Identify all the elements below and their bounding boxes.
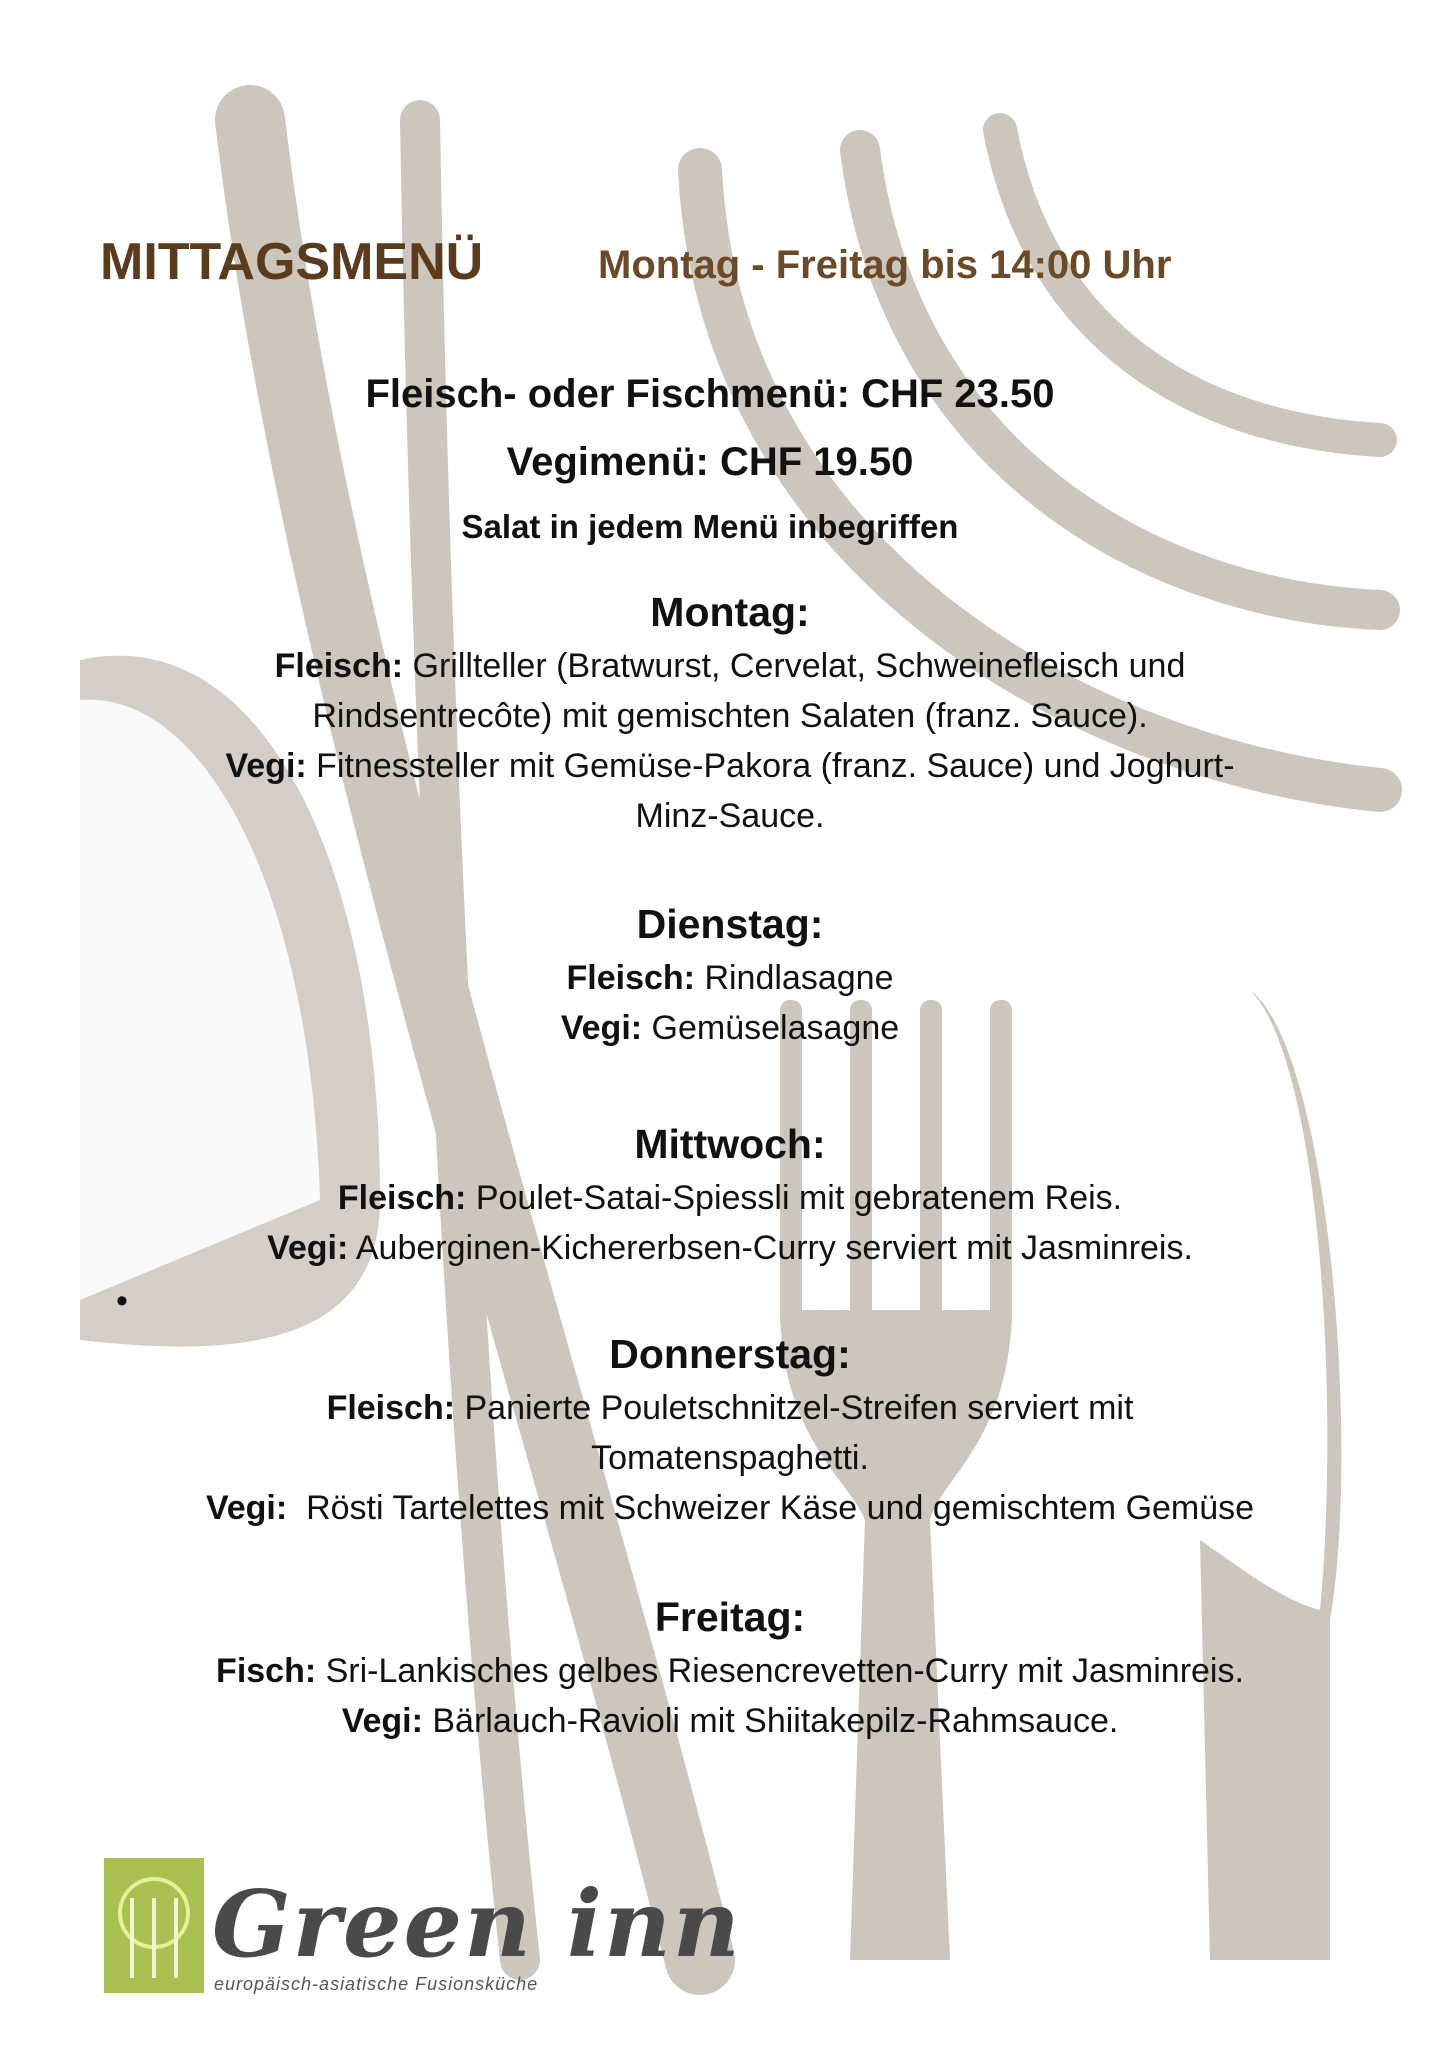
option-label: Vegi: xyxy=(205,1489,288,1527)
day-title: Montag: xyxy=(650,589,810,635)
fish-option xyxy=(60,1646,1400,1696)
option-text: Rösti Tartelettes mit Schweizer Käse und gemischtem Gemüse xyxy=(287,1489,1255,1527)
day-friday xyxy=(60,1588,1400,1746)
veg-option xyxy=(60,1696,1400,1746)
logo-cutlery-icon xyxy=(104,1858,204,1993)
option-label: Fleisch: xyxy=(337,1179,467,1217)
menu-title: MITTAGSMENÜ xyxy=(100,233,484,291)
option-text: Poulet-Satai-Spiessli mit gebratenem Reis. xyxy=(466,1179,1123,1217)
day-wednesday xyxy=(60,1115,1400,1273)
meat-option xyxy=(60,641,1400,741)
option-text: Gemüselasagne xyxy=(642,1009,900,1047)
day-title: Freitag: xyxy=(654,1594,806,1640)
meat-option xyxy=(60,953,1400,1003)
day-title: Mittwoch: xyxy=(634,1121,826,1167)
option-text: Bärlauch-Ravioli mit Shiitakepilz-Rahmsauce. xyxy=(422,1702,1119,1740)
option-text: Auberginen-Kichererbsen-Curry serviert mit Jasminreis. xyxy=(348,1229,1193,1267)
option-label: Vegi: xyxy=(560,1009,643,1047)
bullet-mark: • xyxy=(116,1282,128,1320)
option-text: Fitnessteller mit Gemüse-Pakora (franz. Sauce) und Joghurt-Minz-Sauce. xyxy=(306,747,1235,835)
logo-name: Green inn xyxy=(212,1870,742,1978)
option-text: Rindlasagne xyxy=(695,959,894,997)
option-label: Vegi: xyxy=(341,1702,423,1740)
price-veg: Vegimenü: CHF 19.50 xyxy=(506,440,914,484)
option-label: Fleisch: xyxy=(274,647,404,685)
option-text: Sri-Lankisches gelbes Riesencrevetten-Curry mit Jasminreis. xyxy=(316,1652,1244,1690)
veg-option xyxy=(60,1003,1400,1053)
day-tuesday xyxy=(60,895,1400,1053)
price-meat-fish: Fleisch- oder Fischmenü: CHF 23.50 xyxy=(365,372,1055,416)
day-title: Donnerstag: xyxy=(609,1331,851,1377)
veg-option xyxy=(60,741,1400,841)
option-label: Fleisch: xyxy=(326,1389,456,1427)
day-monday xyxy=(60,583,1400,841)
service-hours: Montag - Freitag bis 14:00 Uhr xyxy=(598,243,1172,287)
day-title: Dienstag: xyxy=(636,901,824,947)
meat-option xyxy=(60,1383,1400,1483)
day-thursday xyxy=(60,1325,1400,1533)
option-text: Grillteller (Bratwurst, Cervelat, Schweinefleisch und Rindsentrecôte) mit gemischten Salaten (franz. Sauce). xyxy=(312,647,1186,735)
option-text: Panierte Pouletschnitzel-Streifen serviert mit Tomatenspaghetti. xyxy=(455,1389,1134,1477)
meat-option xyxy=(60,1173,1400,1223)
logo-tagline: europäisch-asiatische Fusionsküche xyxy=(214,1974,539,1994)
option-label: Fleisch: xyxy=(566,959,695,997)
veg-option xyxy=(60,1483,1400,1533)
salad-note: Salat in jedem Menü inbegriffen xyxy=(461,508,959,545)
veg-option xyxy=(60,1223,1400,1273)
option-label: Vegi: xyxy=(267,1229,349,1267)
option-label: Vegi: xyxy=(225,747,307,785)
option-label: Fisch: xyxy=(216,1652,317,1690)
